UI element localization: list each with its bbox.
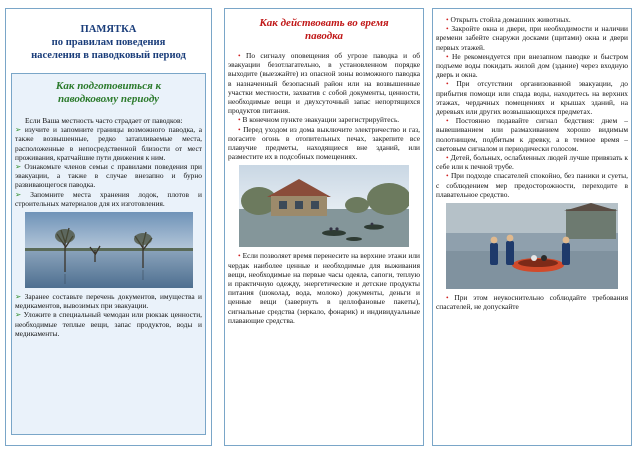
list-item: ➢ Запомните места хранения лодок, плотов и строительных материалов для их изготовления.	[15, 189, 202, 208]
list-item: ➢ изучите и запомните границы возможного паводка, а также возвышенные, редко затапливаемые места, расположенные в непосредственной близости от мест проживания, кратчайшие пути движения к ним.	[15, 125, 202, 162]
bullet-icon: •	[446, 116, 456, 126]
during-flood-heading: Как действовать во время паводка	[259, 17, 389, 42]
list-item: • Не рекомендуется при внезапном паводке и быстром подъеме воды покидать жилой дом (здание) через входную дверь и окна.	[436, 51, 629, 80]
memo-title-line-2: по правилам поведения	[51, 37, 166, 48]
list-item: • По сигналу оповещения об угрозе паводка и об эвакуации безотлагательно, в установленном порядке выходите (выезжайте) из опасной зоны возможного паводка в назначенный безопасный район или на возвышенные участки местности, захватив с собой документы, ценности, необходимые вещи и двухсуточный запас непортящихся продуктов питания.	[228, 51, 420, 116]
arrow-bullet-icon: ➢	[15, 189, 31, 199]
memo-title-line-3: населения в паводковый период	[31, 50, 186, 61]
prepare-text	[12, 116, 205, 208]
list-item: • Постоянно подавайте сигнал бедствия: днем – вывешиванием или размахиванием хорошо видимым полотнищем, подбитым к древку, а в темное время – световым сигналом и периодически голосом.	[436, 116, 628, 153]
bullet-icon: •	[446, 153, 451, 163]
arrow-bullet-icon: ➢	[15, 125, 25, 135]
prepare-text-bottom	[12, 292, 205, 338]
panel-prepare	[5, 8, 212, 446]
list-item: • При этом неукоснительно соблюдайте требования спасателей, не допускайте	[436, 293, 628, 312]
bullet-icon: •	[238, 115, 243, 125]
bullet-icon: •	[446, 171, 451, 181]
list-item: • В конечном пункте эвакуации зарегистрируйтесь.	[238, 115, 400, 125]
panel-during-flood	[224, 8, 424, 446]
list-item: • При подходе спасателей спокойно, без паники и суеты, с соблюдением мер предосторожности, переходите в плавательное средство.	[436, 171, 628, 199]
bullet-icon: •	[446, 15, 451, 24]
during-flood-text	[225, 51, 423, 161]
list-item: • Если позволяет время перенесите на верхние этажи или чердак наиболее ценные и необходимые для выживания вещи, необходимые на первые часы одеяла, сапоги, теплую и практичную одежду, энергетические и детские продукты питания (шоколад, вода, молоко) документы, деньги и ценные вещи (завернуть в целлофановые пакеты), сигнальные средства (зеркало, фонарик) и индивидуальные плавающие средства.	[228, 251, 420, 325]
bullet-icon: •	[238, 251, 243, 261]
memo-title-line-1: ПАМЯТКА	[80, 24, 137, 35]
flooded-trees-photo	[25, 212, 193, 288]
bullet-icon: •	[238, 124, 244, 134]
actions-text	[433, 9, 631, 199]
bullet-icon: •	[446, 51, 453, 61]
list-item: ➢ Уложите в специальный чемодан или рюкзак ценности, необходимые теплые вещи, запас продуктов, воды и медикаменты.	[15, 310, 202, 338]
prepare-box	[11, 73, 206, 435]
panel-actions	[432, 8, 632, 446]
bullet-icon: •	[446, 24, 452, 34]
prepare-heading: Как подготовиться к паводковому периоду	[55, 80, 162, 105]
during-flood-text-bottom	[225, 251, 423, 325]
prepare-intro: Если Ваша местность часто страдает от паводков:	[25, 116, 183, 125]
rescue-boat-photo	[446, 203, 618, 289]
memo-title	[6, 23, 211, 62]
arrow-bullet-icon: ➢	[15, 162, 25, 172]
list-item: • Открыть стойла домашних животных.	[446, 15, 571, 24]
list-item: • Детей, больных, ослабленных людей лучше привязать к себе или к печной трубе.	[436, 153, 629, 172]
list-item: • Закройте окна и двери, при необходимости и наличии времени забейте снаружи досками (щитами) окна и двери первых этажей.	[436, 24, 629, 52]
list-item: • Перед уходом из дома выключите электричество и газ, погасите огонь в отопительных печах, закрепите все плавучие предметы, находящиеся вне зданий, или разместите их в подсобных помещениях.	[228, 124, 421, 162]
arrow-bullet-icon: ➢	[15, 310, 24, 320]
list-item: ➢ Заранее составьте перечень документов, имущества и медикаментов, вывозимых при эвакуации.	[15, 292, 202, 311]
list-item: • При отсутствии организованной эвакуации, до прибытия помощи или спада воды, находитесь на верхних этажах, чердачных помещениях и крышах зданий, на деревьях или других возвышающихся предметах.	[436, 79, 629, 117]
flooded-house-photo	[239, 165, 409, 247]
arrow-bullet-icon: ➢	[15, 292, 25, 302]
bullet-icon: •	[446, 293, 455, 303]
bullet-icon: •	[446, 79, 457, 89]
actions-text-bottom	[433, 293, 631, 311]
bullet-icon: •	[238, 51, 246, 60]
list-item: ➢ Ознакомьте членов семьи с правилами поведения при эвакуации, а также в случае внезапно и бурно развивающегося паводка.	[15, 162, 203, 190]
